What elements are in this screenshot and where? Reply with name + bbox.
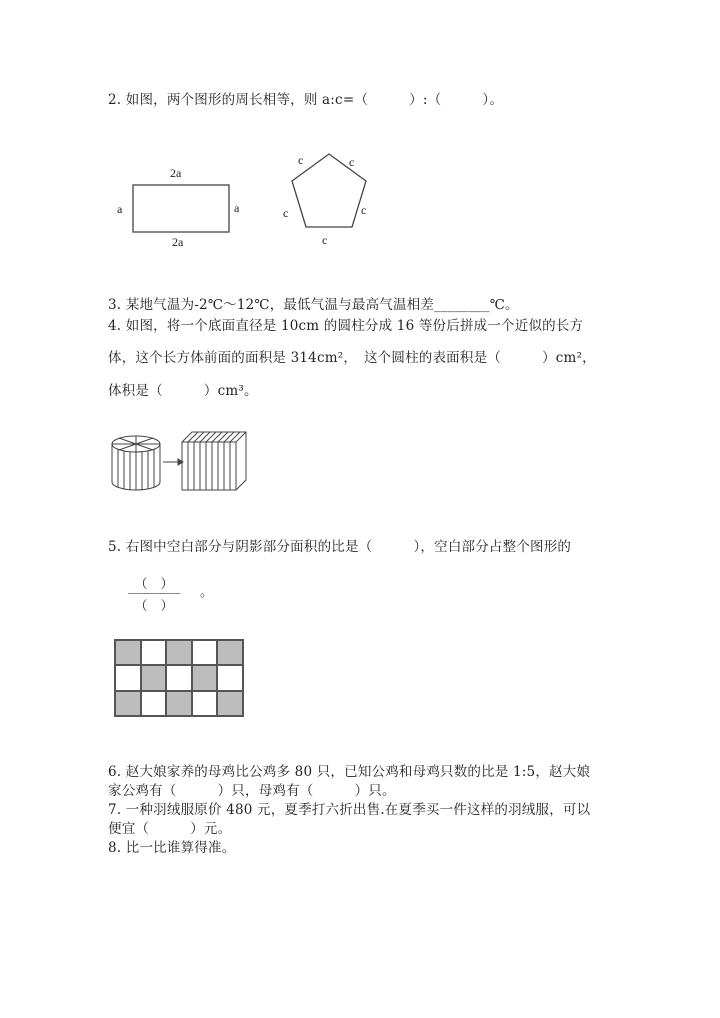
grid-cell — [166, 640, 192, 665]
grid-cell — [192, 691, 218, 716]
question-7-line-1: 7. 一种羽绒服原价 480 元，夏季打六折出售.在夏季买一件这样的羽绒服，可以 — [108, 802, 591, 818]
question-8: 8. 比一比谁算得准。 — [108, 840, 236, 856]
cylinder-to-cuboid-figure — [108, 428, 253, 494]
rect-label-left: a — [117, 202, 123, 216]
arrow-icon — [163, 459, 183, 465]
question-6-line-1: 6. 赵大娘家养的母鸡比公鸡多 80 只，已知公鸡和母鸡只数的比是 1:5，赵大娘 — [108, 764, 591, 780]
grid-cell — [217, 691, 243, 716]
grid-cell — [217, 640, 243, 665]
fraction-denominator: （ ） — [134, 599, 174, 614]
pent-label-r: c — [361, 203, 367, 217]
fraction-answer — [128, 573, 180, 614]
rectangle-shape — [133, 185, 229, 232]
grid-cell — [141, 665, 167, 690]
pent-label-l: c — [283, 206, 289, 220]
question-7-line-2: 便宜（ ）元。 — [108, 821, 232, 837]
grid-cell — [115, 665, 141, 690]
pent-label-tl: c — [298, 153, 304, 167]
grid-cell — [141, 691, 167, 716]
question-4-line-1: 4. 如图，将一个底面直径是 10cm 的圆柱分成 16 等份后拼成一个近似的长方 — [108, 318, 584, 334]
grid-cell — [141, 640, 167, 665]
question-3: 3. 某地气温为-2℃～12℃，最低气温与最高气温相差________℃。 — [108, 297, 519, 313]
grid-cell — [166, 665, 192, 690]
grid-cell — [192, 665, 218, 690]
perimeter-figure — [108, 150, 378, 250]
rect-label-right: a — [234, 201, 240, 215]
question-4-line-2: 体，这个长方体前面的面积是 314cm²， 这个圆柱的表面积是（ ）cm²， — [108, 350, 596, 366]
pent-label-b: c — [322, 233, 328, 247]
question-2: 2. 如图，两个图形的周长相等，则 a:c=（ ）:（ ）。 — [108, 92, 504, 108]
cuboid-shape — [182, 432, 246, 490]
fraction-suffix: 。 — [200, 585, 214, 600]
grid-cell — [217, 665, 243, 690]
checker-grid — [114, 639, 244, 717]
rect-label-bottom: 2a — [172, 235, 184, 249]
pent-label-tr: c — [349, 155, 355, 169]
grid-cell — [115, 691, 141, 716]
grid-cell — [166, 691, 192, 716]
fraction-bar — [128, 593, 180, 594]
fraction-numerator: （ ） — [134, 577, 174, 592]
question-4-line-3: 体积是（ ）cm³。 — [108, 383, 258, 399]
cylinder-shape — [112, 436, 160, 490]
grid-cell — [192, 640, 218, 665]
question-6-line-2: 家公鸡有（ ）只，母鸡有（ ）只。 — [108, 783, 396, 799]
question-5: 5. 右图中空白部分与阴影部分面积的比是（ ），空白部分占整个图形的 — [108, 539, 572, 555]
rect-label-top: 2a — [170, 166, 182, 180]
grid-cell — [115, 640, 141, 665]
